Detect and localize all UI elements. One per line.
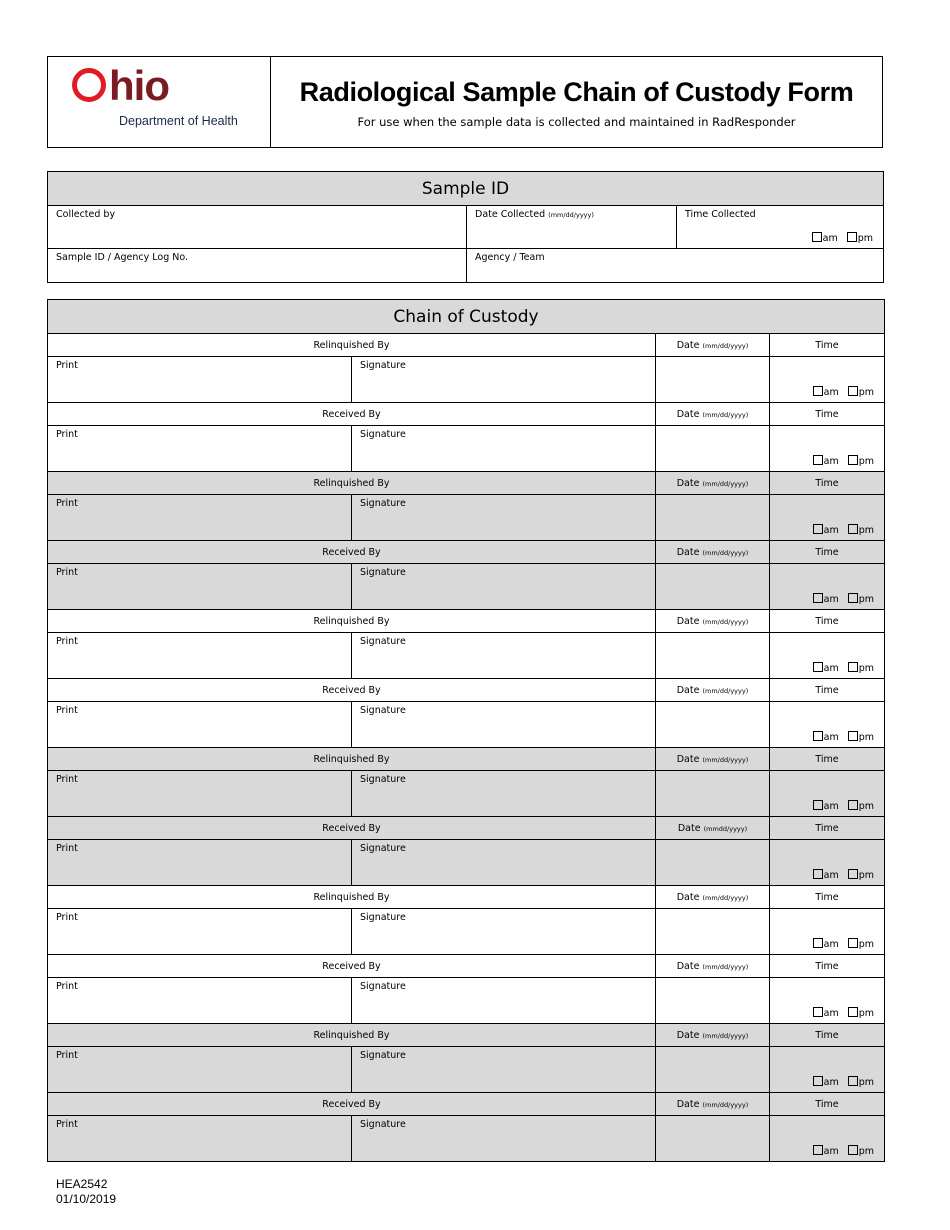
custody-header-row: [48, 334, 885, 357]
am-label: am: [823, 1077, 839, 1088]
date-header: [656, 1093, 770, 1116]
form-number: HEA2542: [56, 1177, 108, 1191]
am-checkbox[interactable]: [813, 386, 823, 396]
signature-field[interactable]: [352, 909, 656, 955]
time-ampm: [813, 1145, 874, 1157]
pm-checkbox[interactable]: [848, 1007, 858, 1017]
time-field: [770, 495, 885, 541]
date-format: (mm/dd/yyyy): [702, 1031, 749, 1040]
custody-entry-row: [48, 633, 885, 679]
date-label: Date: [676, 960, 700, 972]
signature-label: Signature: [360, 1050, 406, 1061]
time-header: Time: [770, 1024, 885, 1047]
date-format: (mm/dd/yyyy): [702, 686, 749, 695]
print-label: Print: [56, 360, 78, 371]
signature-field[interactable]: [352, 771, 656, 817]
signature-label: Signature: [360, 705, 406, 716]
time-ampm: [813, 938, 874, 950]
pm-label: pm: [858, 387, 874, 398]
am-label: am: [823, 456, 839, 467]
print-field[interactable]: [48, 978, 352, 1024]
custody-entry-row: [48, 426, 885, 472]
date-format: (mm/dd/yyyy): [702, 617, 749, 626]
date-label: Date: [676, 477, 700, 489]
custody-header-row: [48, 955, 885, 978]
signature-field[interactable]: [352, 633, 656, 679]
date-label: Date: [676, 684, 700, 696]
print-field[interactable]: [48, 909, 352, 955]
date-header: [656, 334, 770, 357]
custody-header-row: [48, 1093, 885, 1116]
date-format: (mm/dd/yyyy): [702, 755, 749, 764]
time-ampm: [813, 731, 874, 743]
date-header: [656, 472, 770, 495]
time-ampm: [813, 386, 874, 398]
signature-label: Signature: [360, 912, 406, 923]
am-label: am: [823, 387, 839, 398]
am-checkbox[interactable]: [813, 800, 823, 810]
agency-team-field[interactable]: [467, 249, 884, 283]
pm-label: pm: [858, 732, 874, 743]
signature-field[interactable]: [352, 840, 656, 886]
signature-label: Signature: [360, 360, 406, 371]
signature-field[interactable]: [352, 1116, 656, 1162]
signature-field[interactable]: [352, 357, 656, 403]
time-header: Time: [770, 403, 885, 426]
logo-o-ring: [72, 68, 106, 102]
custody-role-label: Received By: [48, 955, 656, 978]
time-collected-field: [677, 206, 884, 249]
pm-checkbox[interactable]: [848, 1076, 858, 1086]
time-ampm: [813, 662, 874, 674]
time-ampm: [813, 800, 874, 812]
date-field[interactable]: [656, 702, 770, 748]
custody-role-label: Relinquished By: [48, 886, 656, 909]
form-footer: [56, 1177, 116, 1207]
signature-field[interactable]: [352, 495, 656, 541]
am-label: am: [823, 870, 839, 881]
signature-field[interactable]: [352, 426, 656, 472]
pm-label: pm: [858, 525, 874, 536]
chain-of-custody-table: [47, 299, 885, 1162]
time-header: Time: [770, 748, 885, 771]
am-label: am: [823, 939, 839, 950]
signature-label: Signature: [360, 567, 406, 578]
date-label: Date: [676, 891, 700, 903]
custody-entry-row: [48, 702, 885, 748]
print-label: Print: [56, 705, 78, 716]
pm-label: pm: [857, 233, 873, 244]
print-label: Print: [56, 1050, 78, 1061]
print-field[interactable]: [48, 357, 352, 403]
signature-label: Signature: [360, 636, 406, 647]
time-header: Time: [770, 886, 885, 909]
pm-checkbox[interactable]: [848, 1145, 858, 1155]
chain-heading: Chain of Custody: [48, 300, 885, 334]
time-field: [770, 1116, 885, 1162]
am-label: am: [822, 233, 838, 244]
signature-label: Signature: [360, 498, 406, 509]
date-field[interactable]: [656, 771, 770, 817]
custody-role-label: Received By: [48, 541, 656, 564]
print-field[interactable]: [48, 702, 352, 748]
print-field[interactable]: [48, 495, 352, 541]
am-checkbox[interactable]: [813, 524, 823, 534]
custody-entry-row: [48, 564, 885, 610]
date-format: (mm/dd/yyyy): [702, 341, 749, 350]
pm-label: pm: [858, 801, 874, 812]
pm-checkbox[interactable]: [848, 455, 858, 465]
custody-role-label: Relinquished By: [48, 610, 656, 633]
am-checkbox[interactable]: [813, 869, 823, 879]
form-subtitle: For use when the sample data is collected and maintained in RadResponder: [357, 115, 796, 129]
signature-field[interactable]: [352, 564, 656, 610]
time-header: Time: [770, 472, 885, 495]
signature-label: Signature: [360, 843, 406, 854]
date-field[interactable]: [656, 426, 770, 472]
sample-id-table: [47, 171, 884, 283]
time-header: Time: [770, 334, 885, 357]
custody-entry-row: [48, 1047, 885, 1093]
pm-label: pm: [858, 1077, 874, 1088]
am-checkbox[interactable]: [813, 938, 823, 948]
date-header: [656, 679, 770, 702]
print-label: Print: [56, 429, 78, 440]
date-field[interactable]: [656, 357, 770, 403]
print-label: Print: [56, 498, 78, 509]
time-header: Time: [770, 817, 885, 840]
time-header: Time: [770, 1093, 885, 1116]
date-header: [656, 1024, 770, 1047]
date-field[interactable]: [656, 978, 770, 1024]
pm-checkbox[interactable]: [848, 800, 858, 810]
time-field: [770, 840, 885, 886]
custody-role-label: Relinquished By: [48, 1024, 656, 1047]
date-format: (mmdd/yyyy): [703, 824, 748, 833]
custody-entry-row: [48, 1116, 885, 1162]
print-field[interactable]: [48, 771, 352, 817]
pm-checkbox[interactable]: [848, 731, 858, 741]
date-format: (mm/dd/yyyy): [702, 410, 749, 419]
custody-role-label: Received By: [48, 403, 656, 426]
time-field: [770, 426, 885, 472]
print-field[interactable]: [48, 840, 352, 886]
time-ampm: [813, 1007, 874, 1019]
print-field[interactable]: [48, 1047, 352, 1093]
collected-by-label: Collected by: [56, 209, 116, 220]
custody-entry-row: [48, 909, 885, 955]
am-checkbox[interactable]: [813, 662, 823, 672]
date-format: (mm/dd/yyyy): [702, 479, 749, 488]
date-collected-label: Date Collected: [475, 209, 546, 220]
time-field: [770, 702, 885, 748]
custody-header-row: [48, 817, 885, 840]
time-field: [770, 909, 885, 955]
logo-wordmark: hio: [109, 62, 169, 109]
pm-label: pm: [858, 456, 874, 467]
time-field: [770, 633, 885, 679]
custody-header-row: [48, 748, 885, 771]
time-ampm: [813, 869, 874, 881]
form-date: 01/10/2019: [56, 1192, 117, 1206]
date-format: (mm/dd/yyyy): [702, 962, 749, 971]
date-header: [656, 748, 770, 771]
date-field[interactable]: [656, 633, 770, 679]
pm-label: pm: [858, 870, 874, 881]
custody-role-label: Received By: [48, 679, 656, 702]
date-label: Date: [676, 1029, 700, 1041]
time-field: [770, 978, 885, 1024]
am-label: am: [823, 525, 839, 536]
date-field[interactable]: [656, 495, 770, 541]
custody-entry-row: [48, 495, 885, 541]
custody-role-label: Relinquished By: [48, 472, 656, 495]
signature-field[interactable]: [352, 1047, 656, 1093]
custody-header-row: [48, 886, 885, 909]
print-label: Print: [56, 981, 78, 992]
date-field[interactable]: [656, 564, 770, 610]
signature-label: Signature: [360, 429, 406, 440]
title-block: [271, 57, 882, 147]
print-label: Print: [56, 1119, 78, 1130]
print-label: Print: [56, 843, 78, 854]
date-format: (mm/dd/yyyy): [702, 548, 749, 557]
print-label: Print: [56, 636, 78, 647]
custody-role-label: Relinquished By: [48, 748, 656, 771]
pm-checkbox[interactable]: [848, 593, 858, 603]
date-header: [656, 886, 770, 909]
date-field[interactable]: [656, 1116, 770, 1162]
am-checkbox[interactable]: [813, 455, 823, 465]
date-field[interactable]: [656, 840, 770, 886]
print-label: Print: [56, 567, 78, 578]
signature-label: Signature: [360, 1119, 406, 1130]
am-checkbox[interactable]: [813, 1145, 823, 1155]
am-checkbox[interactable]: [813, 1007, 823, 1017]
ohio-logo: [48, 57, 271, 147]
date-format: (mm/dd/yyyy): [702, 893, 749, 902]
date-collected-format: (mm/dd/yyyy): [548, 211, 594, 219]
pm-checkbox[interactable]: [848, 869, 858, 879]
custody-header-row: [48, 679, 885, 702]
date-header: [656, 817, 770, 840]
time-ampm: [813, 524, 874, 536]
date-label: Date: [676, 753, 700, 765]
custody-entry-row: [48, 357, 885, 403]
custody-entry-row: [48, 840, 885, 886]
pm-checkbox[interactable]: [847, 232, 857, 242]
date-field[interactable]: [656, 1047, 770, 1093]
am-checkbox[interactable]: [812, 232, 822, 242]
date-header: [656, 610, 770, 633]
pm-checkbox[interactable]: [848, 524, 858, 534]
time-header: Time: [770, 541, 885, 564]
date-header: [656, 955, 770, 978]
pm-checkbox[interactable]: [848, 662, 858, 672]
time-header: Time: [770, 610, 885, 633]
am-label: am: [823, 1146, 839, 1157]
time-field: [770, 564, 885, 610]
pm-label: pm: [858, 1146, 874, 1157]
form-title: Radiological Sample Chain of Custody Form: [299, 77, 854, 107]
signature-field[interactable]: [352, 702, 656, 748]
pm-label: pm: [858, 1008, 874, 1019]
time-collected-label: Time Collected: [685, 209, 756, 220]
date-label: Date: [676, 1098, 700, 1110]
custody-header-row: [48, 472, 885, 495]
custody-role-label: Relinquished By: [48, 334, 656, 357]
time-ampm: [813, 593, 874, 605]
time-field: [770, 357, 885, 403]
am-checkbox[interactable]: [813, 1076, 823, 1086]
custody-header-row: [48, 1024, 885, 1047]
custody-role-label: Received By: [48, 817, 656, 840]
date-field[interactable]: [656, 909, 770, 955]
date-format: (mm/dd/yyyy): [702, 1100, 749, 1109]
am-label: am: [823, 594, 839, 605]
am-checkbox[interactable]: [813, 593, 823, 603]
am-label: am: [823, 801, 839, 812]
print-field[interactable]: [48, 1116, 352, 1162]
print-field[interactable]: [48, 564, 352, 610]
date-label: Date: [676, 408, 700, 420]
date-label: Date: [676, 339, 700, 351]
custody-header-row: [48, 541, 885, 564]
am-label: am: [823, 732, 839, 743]
time-ampm: [813, 1076, 874, 1088]
print-label: Print: [56, 774, 78, 785]
form-header: [47, 56, 883, 148]
am-label: am: [823, 663, 839, 674]
date-collected-field[interactable]: [467, 206, 677, 249]
am-checkbox[interactable]: [813, 731, 823, 741]
sample-log-field[interactable]: [48, 249, 467, 283]
pm-label: pm: [858, 939, 874, 950]
custody-header-row: [48, 610, 885, 633]
custody-role-label: Received By: [48, 1093, 656, 1116]
custody-entry-row: [48, 771, 885, 817]
signature-field[interactable]: [352, 978, 656, 1024]
date-label: Date: [676, 546, 700, 558]
date-label: Date: [677, 822, 701, 834]
time-field: [770, 1047, 885, 1093]
custody-header-row: [48, 403, 885, 426]
time-header: Time: [770, 679, 885, 702]
print-field[interactable]: [48, 633, 352, 679]
date-label: Date: [676, 615, 700, 627]
print-label: Print: [56, 912, 78, 923]
pm-checkbox[interactable]: [848, 938, 858, 948]
pm-checkbox[interactable]: [848, 386, 858, 396]
pm-label: pm: [858, 594, 874, 605]
signature-label: Signature: [360, 981, 406, 992]
am-label: am: [823, 1008, 839, 1019]
agency-team-label: Agency / Team: [475, 252, 545, 263]
time-field: [770, 771, 885, 817]
pm-label: pm: [858, 663, 874, 674]
time-header: Time: [770, 955, 885, 978]
print-field[interactable]: [48, 426, 352, 472]
date-header: [656, 541, 770, 564]
time-ampm: [813, 455, 874, 467]
sample-id-heading: Sample ID: [48, 172, 884, 206]
custody-entry-row: [48, 978, 885, 1024]
signature-label: Signature: [360, 774, 406, 785]
date-header: [656, 403, 770, 426]
time-collected-ampm: [812, 232, 873, 244]
sample-log-label: Sample ID / Agency Log No.: [56, 252, 189, 263]
collected-by-field[interactable]: [48, 206, 467, 249]
logo-department: Department of Health: [119, 114, 238, 128]
